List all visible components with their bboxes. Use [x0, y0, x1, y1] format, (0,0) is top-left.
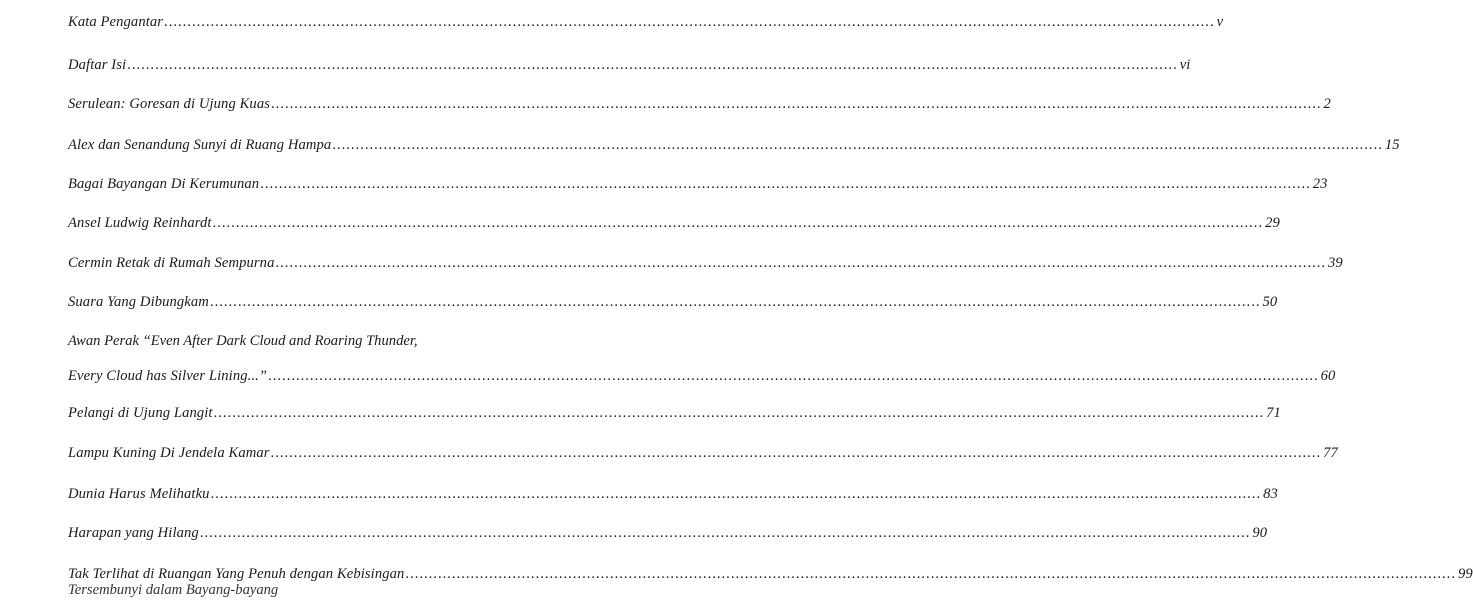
- toc-entry-title: Tak Terlihat di Ruangan Yang Penuh dengan Kebisingan: [68, 566, 405, 582]
- toc-entry-title: Daftar Isi: [68, 57, 127, 73]
- toc-entry: [68, 211, 1280, 235]
- toc-entry: [68, 172, 1328, 196]
- toc-entry: [68, 133, 1400, 157]
- toc-entry-page: 71: [1266, 405, 1281, 421]
- dot-leader: [213, 211, 1264, 235]
- toc-entry-page: 39: [1328, 255, 1343, 271]
- dot-leader: [200, 521, 1251, 545]
- toc-entry: [68, 521, 1268, 545]
- toc-entry: [68, 290, 1278, 314]
- toc-entry-title: Serulean: Goresan di Ujung Kuas: [68, 96, 270, 112]
- toc-entry-page: 15: [1384, 137, 1400, 153]
- dot-leader: [210, 290, 1261, 314]
- toc-entry-page: 50: [1262, 294, 1278, 310]
- toc-entry-title: Cermin Retak di Rumah Sempurna: [68, 255, 275, 271]
- toc-entry-page: 23: [1312, 176, 1328, 192]
- toc-entry: [68, 482, 1278, 506]
- toc-entry: [68, 53, 1191, 77]
- dot-leader: [271, 92, 1322, 116]
- dot-leader: [164, 10, 1215, 34]
- dot-leader: [211, 482, 1262, 506]
- toc-entry-page: 83: [1263, 486, 1278, 502]
- dot-leader: [275, 251, 1326, 275]
- toc-entry: [68, 401, 1281, 425]
- dot-leader: [271, 441, 1322, 465]
- dot-leader: [405, 562, 1456, 586]
- toc-entry: [68, 10, 1224, 34]
- toc-entry-title: Ansel Ludwig Reinhardt: [68, 215, 212, 231]
- toc-entry-title: Kata Pengantar: [68, 14, 164, 30]
- toc-entry-title-line1: Awan Perak “Even After Dark Cloud and Roaring Thunder,: [68, 333, 418, 349]
- toc-entry: [68, 364, 1336, 388]
- toc-entry-page: 99: [1457, 566, 1473, 582]
- toc-entry: [68, 441, 1338, 465]
- toc-entry: [68, 92, 1331, 116]
- toc-entry-page: v: [1216, 14, 1224, 30]
- toc-entry-page: 60: [1320, 368, 1336, 384]
- toc-entry-page: 77: [1323, 445, 1338, 461]
- dot-leader: [260, 172, 1311, 196]
- toc-entry-page: 29: [1265, 215, 1280, 231]
- dot-leader: [214, 401, 1265, 425]
- toc-entry-title: Pelangi di Ujung Langit: [68, 405, 213, 421]
- toc-entry-title: Alex dan Senandung Sunyi di Ruang Hampa: [68, 137, 332, 153]
- toc-entry-title: Bagai Bayangan Di Kerumunan: [68, 176, 260, 192]
- toc-entry-title: Lampu Kuning Di Jendela Kamar: [68, 445, 270, 461]
- toc-entry: [68, 251, 1343, 275]
- toc-entry-page: vi: [1179, 57, 1191, 73]
- cut-off-next-entry: [68, 582, 498, 600]
- toc-entry-title: Suara Yang Dibungkam: [68, 294, 209, 310]
- dot-leader: [268, 364, 1319, 388]
- toc-entry-title-partial: Tersembunyi dalam Bayang-bayang: [68, 582, 279, 598]
- toc-entry-page: 2: [1323, 96, 1331, 112]
- toc-entry-title: Dunia Harus Melihatku: [68, 486, 210, 502]
- dot-leader: [127, 53, 1178, 77]
- toc-entry-title: Every Cloud has Silver Lining...”: [68, 368, 268, 384]
- dot-leader: [332, 133, 1383, 157]
- toc-entry-page: 90: [1252, 525, 1268, 541]
- toc-entry-title: Harapan yang Hilang: [68, 525, 199, 541]
